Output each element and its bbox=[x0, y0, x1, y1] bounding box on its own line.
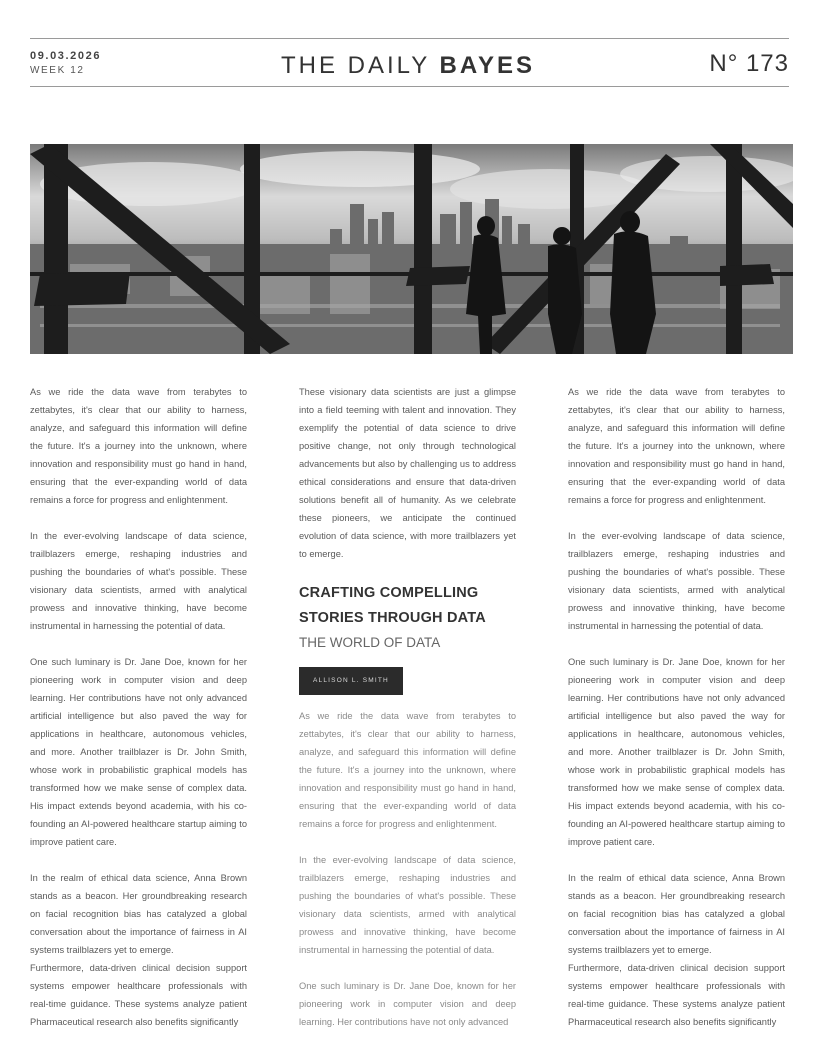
headline-line-2: STORIES THROUGH DATA bbox=[299, 610, 486, 626]
title-light: THE DAILY bbox=[281, 52, 430, 79]
title-bold: BAYES bbox=[439, 52, 535, 79]
issue-date: 09.03.2026 bbox=[30, 50, 102, 62]
col1-paragraph-5: Furthermore, data-driven clinical decision support systems empower healthcare professionals with real-time guidance. These systems analyze patient Pharmaceutical research also benefits significantly bbox=[30, 963, 247, 1027]
hero-photo bbox=[30, 144, 793, 354]
author-byline: ALLISON L. SMITH bbox=[299, 667, 403, 695]
col2-paragraph-1: These visionary data scientists are just a glimpse into a field teeming with talent and innovation. They exemplify the potential of data science to drive positive change, not only through technological advancements but also by challenging us to address ethical considerations and ensure that data-driven solutions benefit all of humanity. As we celebrate these pioneers, we anticipate the continued evolution of data science, with more trailblazers yet to emerge. bbox=[299, 387, 516, 559]
col3-paragraph-3: One such luminary is Dr. Jane Doe, known for her pioneering work in computer vision and deep learning. Her contributions have not only advanced artificial intelligence but also paved the way for applications in healthcare, autonomous vehicles, and more. Another trailblazer is Dr. John Smith, whose work in probabilistic graphical models has transformed how we make sense of complex data. His impact extends beyond academia, with his co-founding an AI-powered healthcare startup aiming to improve patient care. bbox=[568, 657, 785, 847]
col1-paragraph-2: In the ever-evolving landscape of data science, trailblazers emerge, reshaping industries and pushing the boundaries of what's possible. These visionary data scientists, armed with analytical prowess and innovative thinking, have become instrumental in harnessing the potential of data. bbox=[30, 531, 247, 631]
col2-paragraph-2: As we ride the data wave from terabytes to zettabytes, it's clear that our ability to harness, analyze, and safeguard this information will define the future. It's a journey into the unknown, where innovation and responsibility must go hand in hand, ensuring that the ever-expanding world of data remains a force for progress and enlightenment. bbox=[299, 711, 516, 829]
article-column-3 bbox=[568, 383, 785, 1031]
masthead-bottom-rule bbox=[30, 86, 789, 87]
headline-line-1: CRAFTING COMPELLING bbox=[299, 585, 479, 601]
masthead-top-rule bbox=[30, 38, 789, 39]
issue-number: N° 173 bbox=[709, 50, 789, 77]
col3-paragraph-5: Furthermore, data-driven clinical decision support systems empower healthcare professionals with real-time guidance. These systems analyze patient Pharmaceutical research also benefits significantly bbox=[568, 963, 785, 1027]
col1-paragraph-3: One such luminary is Dr. Jane Doe, known for her pioneering work in computer vision and deep learning. Her contributions have not only advanced artificial intelligence but also paved the way for applications in healthcare, autonomous vehicles, and more. Another trailblazer is Dr. John Smith, whose work in probabilistic graphical models has transformed how we make sense of complex data. His impact extends beyond academia, with his co-founding an AI-powered healthcare startup aiming to improve patient care. bbox=[30, 657, 247, 847]
office-skyline-photo-icon bbox=[30, 144, 793, 354]
newspaper-title bbox=[220, 52, 596, 80]
article-subhead: THE WORLD OF DATA bbox=[299, 635, 441, 650]
col3-paragraph-1: As we ride the data wave from terabytes to zettabytes, it's clear that our ability to harness, analyze, and safeguard this information will define the future. It's a journey into the unknown, where innovation and responsibility must go hand in hand, ensuring that the ever-expanding world of data remains a force for progress and enlightenment. bbox=[568, 387, 785, 505]
article-headline bbox=[299, 581, 516, 631]
col3-paragraph-4: In the realm of ethical data science, Anna Brown stands as a beacon. Her groundbreaking research on facial recognition bias has catalyzed a global conversation about the importance of fairness in AI systems trailblazers yet to emerge. bbox=[568, 873, 785, 955]
col1-paragraph-4: In the realm of ethical data science, Anna Brown stands as a beacon. Her groundbreaking research on facial recognition bias has catalyzed a global conversation about the importance of fairness in AI systems trailblazers yet to emerge. bbox=[30, 873, 247, 955]
article-column-2 bbox=[299, 383, 516, 1031]
col3-paragraph-2: In the ever-evolving landscape of data science, trailblazers emerge, reshaping industries and pushing the boundaries of what's possible. These visionary data scientists, armed with analytical prowess and innovative thinking, have become instrumental in harnessing the potential of data. bbox=[568, 531, 785, 631]
col2-paragraph-3: In the ever-evolving landscape of data science, trailblazers emerge, reshaping industries and pushing the boundaries of what's possible. These visionary data scientists, armed with analytical prowess and innovative thinking, have become instrumental in harnessing the potential of data. bbox=[299, 855, 516, 955]
col1-paragraph-1: As we ride the data wave from terabytes to zettabytes, it's clear that our ability to harness, analyze, and safeguard this information will define the future. It's a journey into the unknown, where innovation and responsibility must go hand in hand, ensuring that the ever-expanding world of data remains a force for progress and enlightenment. bbox=[30, 387, 247, 505]
article-column-1 bbox=[30, 383, 247, 1031]
issue-week: WEEK 12 bbox=[30, 65, 85, 76]
col2-paragraph-4: One such luminary is Dr. Jane Doe, known for her pioneering work in computer vision and deep learning. Her contributions have not only advanced bbox=[299, 981, 516, 1027]
